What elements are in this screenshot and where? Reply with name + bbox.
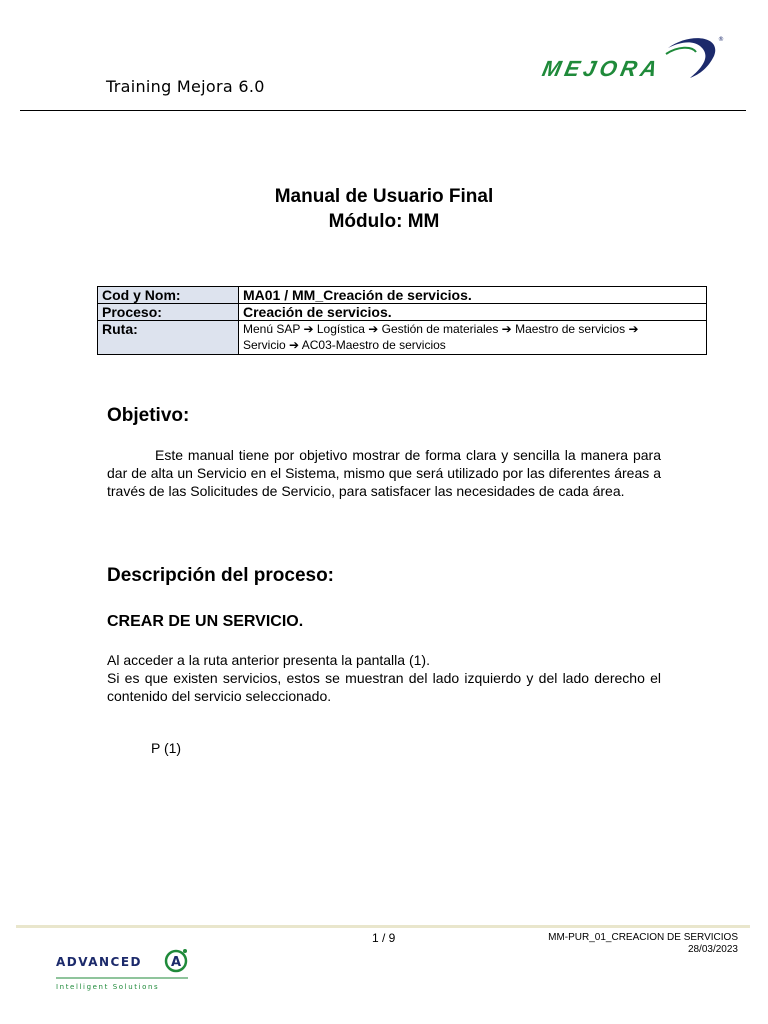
- figure-label: P (1): [151, 740, 182, 756]
- cod-label: Cod y Nom:: [98, 287, 239, 304]
- svg-text:Intelligent Solutions: Intelligent Solutions: [56, 983, 160, 991]
- info-table: [97, 286, 707, 355]
- document-title: Manual de Usuario Final: [274, 186, 494, 207]
- table-row: [98, 287, 707, 304]
- objective-heading: Objetivo:: [107, 405, 190, 426]
- process-paragraph-2: Si es que existen servicios, estos se muestran del lado izquierdo y del lado derecho el contenido del servicio seleccionado.: [107, 670, 661, 704]
- page-number: 1 / 9: [372, 931, 396, 945]
- header-title: Training Mejora 6.0: [106, 77, 265, 96]
- table-row: [98, 321, 707, 355]
- table-row: [98, 304, 707, 321]
- process-heading: Descripción del proceso:: [107, 565, 335, 586]
- footer-divider: [16, 925, 750, 928]
- process-paragraph-1: Al acceder a la ruta anterior presenta la pantalla (1).: [107, 652, 430, 668]
- cod-value: MA01 / MM_Creación de servicios.: [239, 287, 707, 304]
- process-subheading: CREAR DE UN SERVICIO.: [107, 613, 304, 630]
- proceso-value: Creación de servicios.: [239, 304, 707, 321]
- document-date: 28/03/2023: [687, 944, 738, 955]
- header-divider: [20, 110, 746, 111]
- svg-text:ADVANCED: ADVANCED: [56, 955, 143, 969]
- proceso-label: Proceso:: [98, 304, 239, 321]
- ruta-label: Ruta:: [98, 321, 239, 355]
- svg-text:®: ®: [718, 36, 724, 43]
- module-title: Módulo: MM: [328, 211, 440, 232]
- ruta-line-1: Menú SAP ➔ Logística ➔ Gestión de materiales ➔ Maestro de servicios ➔: [243, 322, 639, 336]
- ruta-line-2: Servicio ➔ AC03-Maestro de servicios: [243, 338, 446, 352]
- svg-text:A: A: [171, 955, 182, 970]
- mejora-logo: [540, 34, 726, 82]
- document-code: [548, 932, 738, 956]
- objective-text: Este manual tiene por objetivo mostrar de forma clara y sencilla la manera para dar de alta un Servicio en el Sistema, mismo que será utilizado por las diferentes áreas a través de las Solicitudes de Servicio, para satisfacer las necesidades de cada área.: [107, 447, 661, 499]
- svg-text:MEJORA: MEJORA: [540, 56, 664, 81]
- ruta-value: [239, 321, 707, 355]
- document-code-text: MM-PUR_01_CREACION DE SERVICIOS: [548, 932, 738, 943]
- advanced-logo: [54, 942, 194, 994]
